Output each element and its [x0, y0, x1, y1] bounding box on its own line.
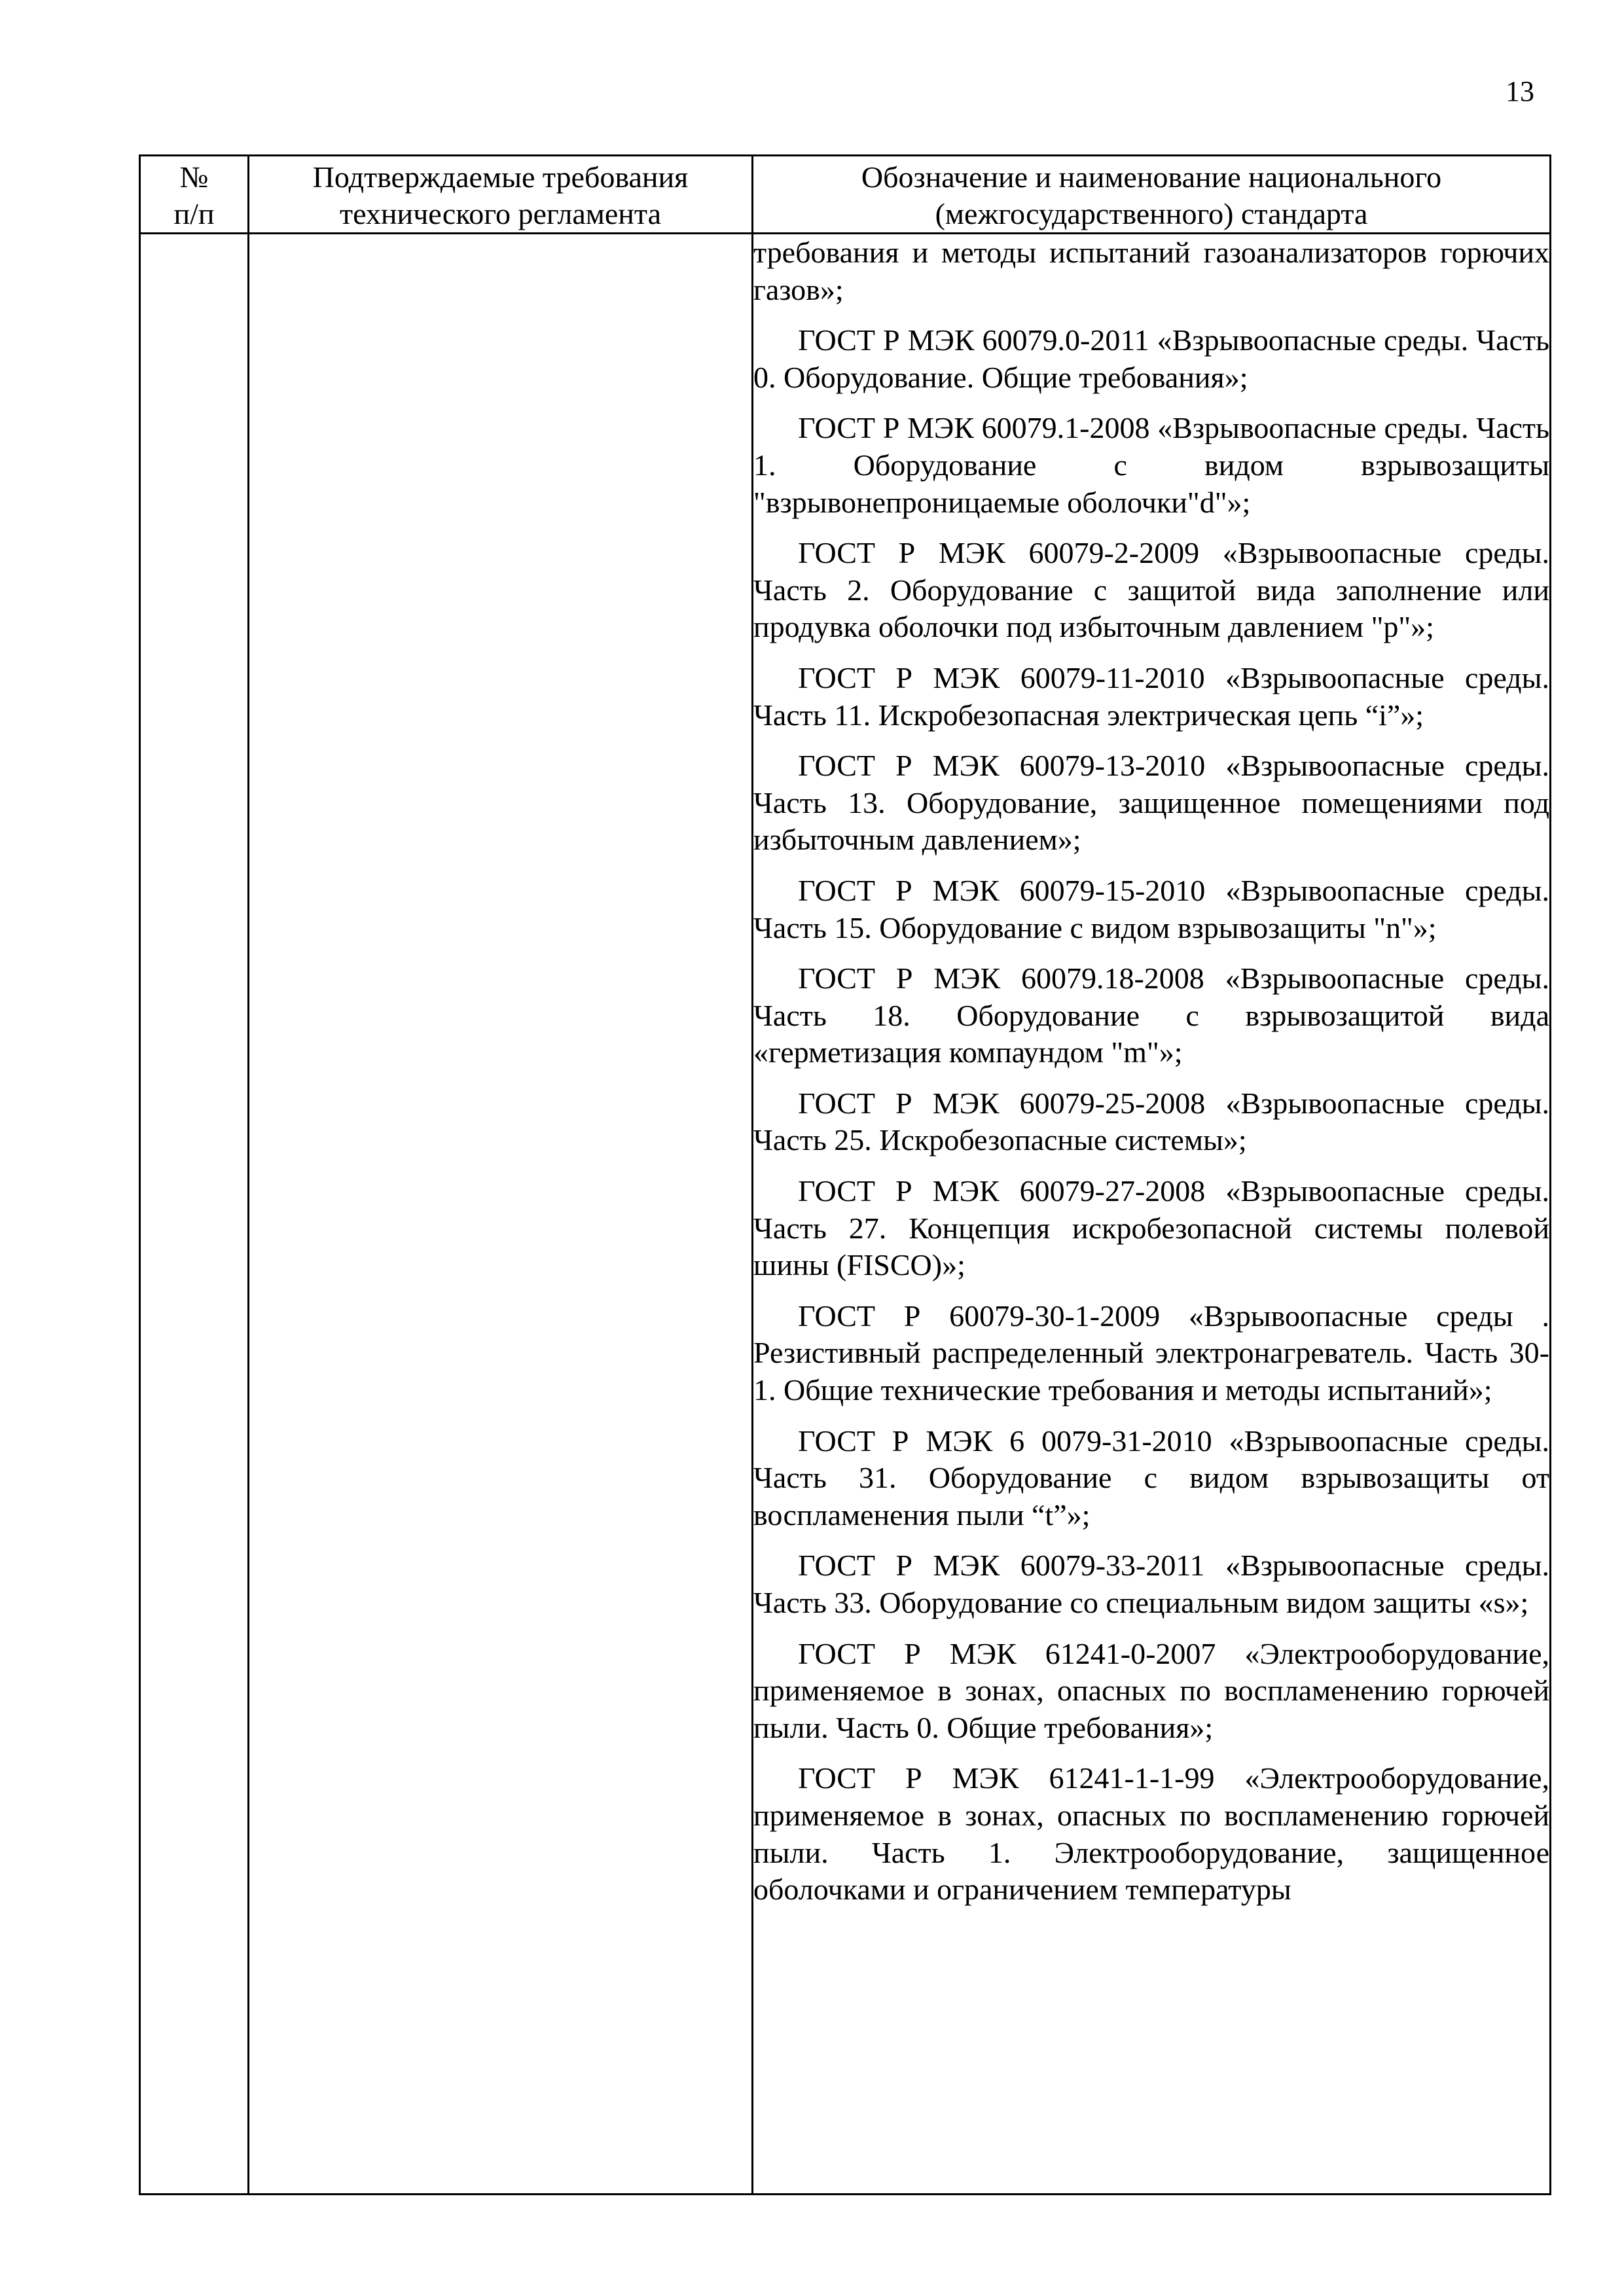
header-number-line-1: № [179, 160, 209, 194]
standard-entry: ГОСТ Р МЭК 60079-27-2008 «Взрывоопасные среды. Часть 27. Концепция искробезопасной системы полевой шины (FISCO)»; [753, 1174, 1549, 1282]
requirements-cell [249, 234, 753, 2195]
standards-cell [753, 234, 1551, 2195]
standard-entry: ГОСТ Р МЭК 60079-13-2010 «Взрывоопасные среды. Часть 13. Оборудование, защищенное помещениями под избыточным давлением»; [753, 749, 1549, 857]
standard-entry: ГОСТ Р МЭК 60079-25-2008 «Взрывоопасные среды. Часть 25. Искробезопасные системы»; [753, 1086, 1549, 1157]
standard-entry: ГОСТ Р МЭК 60079-2-2009 «Взрывоопасные среды. Часть 2. Оборудование с защитой вида заполнение или продувка оболочки под избыточным давлением "p"»; [753, 536, 1549, 644]
standard-entry: ГОСТ Р МЭК 6 0079-31-2010 «Взрывоопасные среды. Часть 31. Оборудование с видом взрывозащиты от воспламенения пыли “t”»; [753, 1424, 1549, 1532]
header-number [140, 156, 249, 234]
standard-entry: ГОСТ Р МЭК 60079-15-2010 «Взрывоопасные среды. Часть 15. Оборудование с видом взрывозащиты "n"»; [753, 873, 1549, 944]
table-row [140, 234, 1551, 2195]
header-requirements-line-1: Подтверждаемые требования [312, 160, 689, 194]
standard-entry: ГОСТ Р 60079-30-1-2009 «Взрывоопасные среды . Резистивный распределенный электронагреватель. Часть 30-1. Общие технические требования и методы испытаний»; [753, 1299, 1549, 1407]
standard-entry: ГОСТ Р МЭК 60079-33-2011 «Взрывоопасные среды. Часть 33. Оборудование со специальным видом защиты «s»; [753, 1549, 1549, 1619]
header-requirements [249, 156, 753, 234]
page-number: 13 [1506, 75, 1534, 107]
header-standard [753, 156, 1551, 234]
standard-entry: ГОСТ Р МЭК 61241-0-2007 «Электрооборудование, применяемое в зонах, опасных по воспламенению горючей пыли. Часть 0. Общие требования»; [753, 1636, 1549, 1744]
standard-entry: ГОСТ Р МЭК 61241-1-1-99 «Электрооборудование, применяемое в зонах, опасных по воспламенению горючей пыли. Часть 1. Электрооборудование, защищенное оболочками и ограничением температуры [753, 1761, 1549, 1907]
header-number-line-2: п/п [173, 197, 215, 230]
standard-entry: ГОСТ Р МЭК 60079-11-2010 «Взрывоопасные среды. Часть 11. Искробезопасная электрическая цепь “i”»; [753, 660, 1549, 732]
standards-table [139, 154, 1551, 2195]
header-standard-line-1: Обозначение и наименование национального [861, 160, 1442, 194]
header-standard-line-2: (межгосударственного) стандарта [935, 197, 1368, 230]
header-requirements-line-2: технического регламента [339, 197, 662, 230]
standard-entry: ГОСТ Р МЭК 60079.0-2011 «Взрывоопасные среды. Часть 0. Оборудование. Общие требования»; [753, 323, 1549, 394]
table-header-row [140, 156, 1551, 234]
number-cell [140, 234, 249, 2195]
standard-entry: ГОСТ Р МЭК 60079.1-2008 «Взрывоопасные среды. Часть 1. Оборудование с видом взрывозащиты "взрывонепроницаемые оболочки"d"»; [753, 411, 1549, 519]
standard-entry: ГОСТ Р МЭК 60079.18-2008 «Взрывоопасные среды. Часть 18. Оборудование с взрывозащитой вида «герметизация компаундом "m"»; [753, 961, 1549, 1069]
standard-entry: требования и методы испытаний газоанализаторов горючих газов»; [753, 236, 1549, 306]
